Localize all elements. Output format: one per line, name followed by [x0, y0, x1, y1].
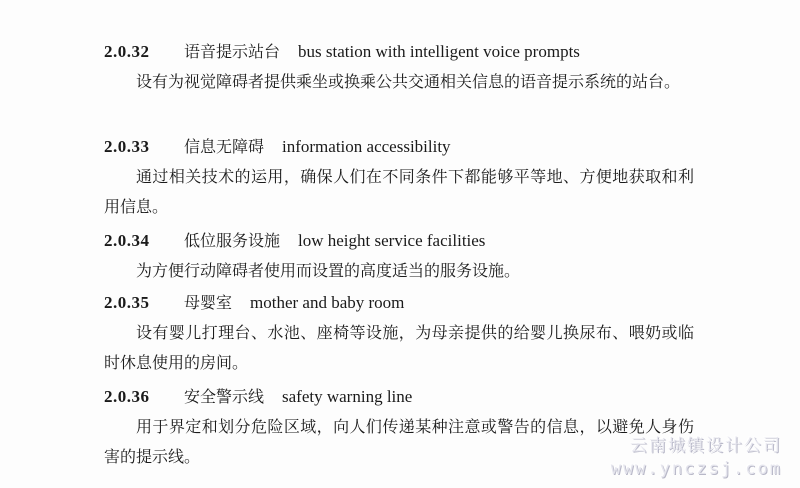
- term-english: information accessibility: [282, 137, 451, 156]
- term-number: 2.0.32: [104, 42, 150, 61]
- term-chinese: 母婴室: [184, 293, 233, 312]
- watermark-url: www.ynczsj.com: [610, 459, 782, 479]
- term-chinese: 安全警示线: [184, 387, 265, 406]
- term-number: 2.0.36: [104, 387, 150, 406]
- term-heading: [104, 37, 704, 67]
- term-chinese: 信息无障碍: [184, 137, 265, 156]
- term-entry-2-0-34: [104, 226, 704, 286]
- term-definition: 设有为视觉障碍者提供乘坐或换乘公共交通相关信息的语音提示系统的站台。: [136, 72, 681, 91]
- term-english: safety warning line: [282, 387, 413, 406]
- term-definition: 用于界定和划分危险区域，向人们传递某种注意或警告的信息，以避免人身伤害的提示线。: [104, 417, 694, 466]
- term-number: 2.0.34: [104, 231, 150, 250]
- term-heading: [104, 132, 704, 162]
- term-chinese: 低位服务设施: [184, 231, 281, 250]
- term-number: 2.0.33: [104, 137, 150, 156]
- term-english: bus station with intelligent voice prompts: [298, 42, 580, 61]
- watermark-company: 云南城镇设计公司: [630, 436, 782, 456]
- term-entry-2-0-33: [104, 132, 704, 222]
- term-definition: 设有婴儿打理台、水池、座椅等设施，为母亲提供的给婴儿换尿布、喂奶或临时休息使用的房间。: [104, 323, 694, 372]
- term-entry-2-0-35: [104, 288, 704, 378]
- term-number: 2.0.35: [104, 293, 150, 312]
- term-chinese: 语音提示站台: [184, 42, 281, 61]
- watermark: [611, 434, 782, 480]
- term-english: mother and baby room: [250, 293, 405, 312]
- term-entry-2-0-32: [104, 37, 704, 97]
- term-heading: [104, 382, 704, 412]
- term-heading: [104, 288, 704, 318]
- term-heading: [104, 226, 704, 256]
- term-english: low height service facilities: [298, 231, 486, 250]
- term-definition: 为方便行动障碍者使用而设置的高度适当的服务设施。: [136, 261, 521, 280]
- term-definition: 通过相关技术的运用，确保人们在不同条件下都能够平等地、方便地获取和利用信息。: [104, 167, 694, 216]
